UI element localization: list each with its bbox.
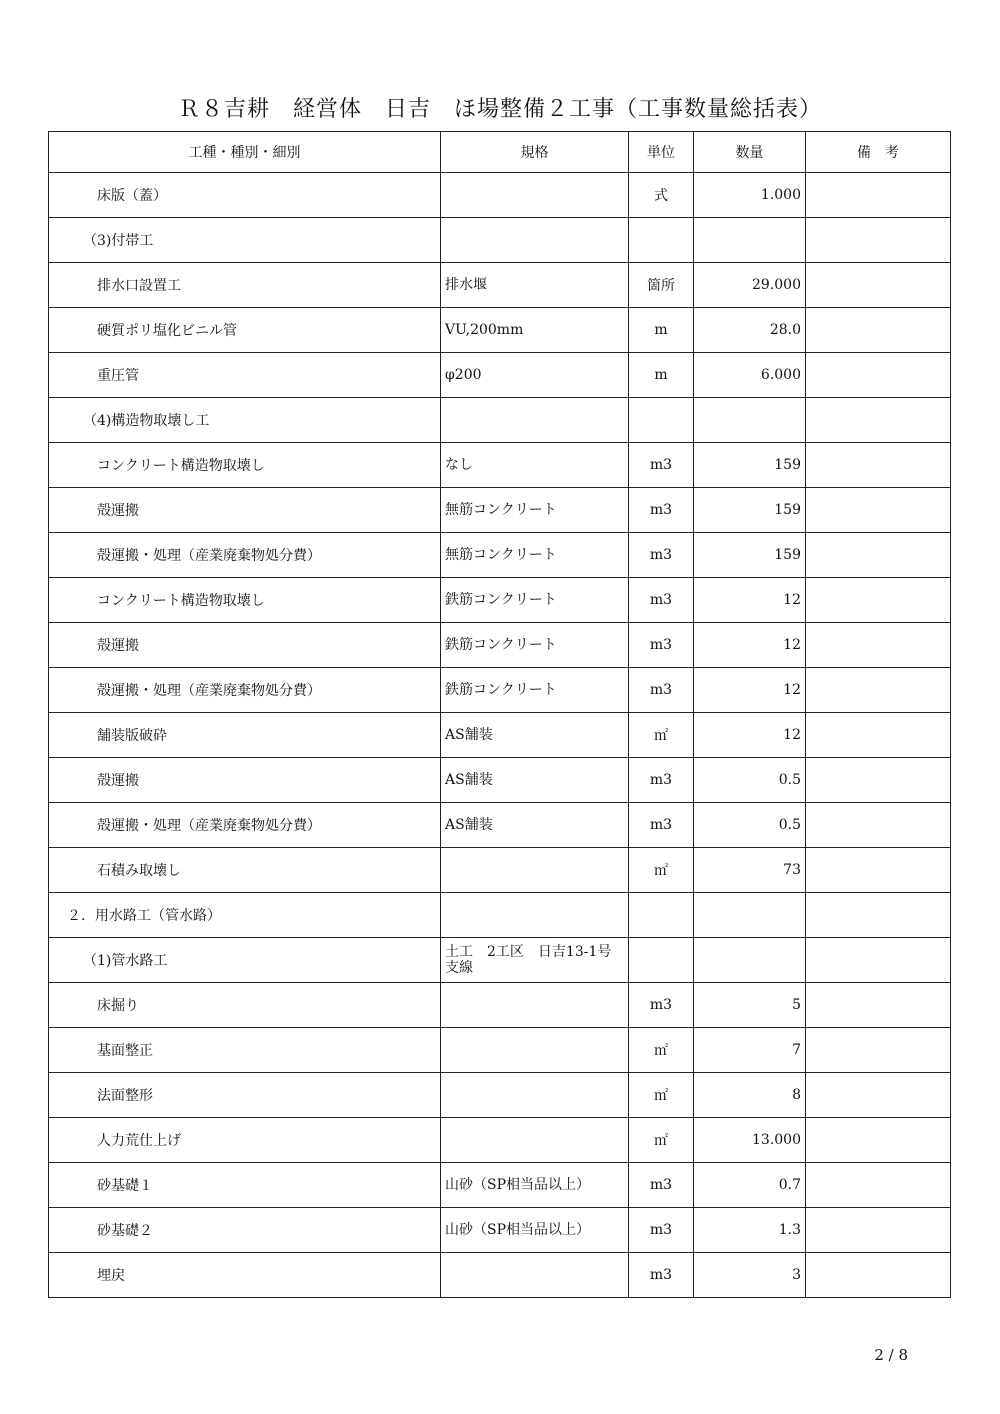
row-name: 人力荒仕上げ — [49, 1118, 441, 1163]
row-spec: 排水堰 — [441, 263, 629, 308]
table-row — [49, 1028, 951, 1073]
row-name: 基面整正 — [49, 1028, 441, 1073]
row-unit: m3 — [629, 488, 694, 533]
row-quantity: 5 — [694, 983, 806, 1028]
row-unit: ㎡ — [629, 1028, 694, 1073]
row-name: 硬質ポリ塩化ビニル管 — [49, 308, 441, 353]
row-quantity: 1.000 — [694, 173, 806, 218]
row-unit: m3 — [629, 758, 694, 803]
row-spec: 無筋コンクリート — [441, 533, 629, 578]
row-quantity: 13.000 — [694, 1118, 806, 1163]
row-unit: m3 — [629, 1163, 694, 1208]
row-quantity: 0.7 — [694, 1163, 806, 1208]
row-unit: m — [629, 353, 694, 398]
row-remarks — [806, 1253, 951, 1298]
row-spec — [441, 398, 629, 443]
row-quantity: 73 — [694, 848, 806, 893]
row-unit — [629, 893, 694, 938]
row-unit: m3 — [629, 533, 694, 578]
table-row — [49, 668, 951, 713]
row-quantity: 6.000 — [694, 353, 806, 398]
row-remarks — [806, 893, 951, 938]
table-row — [49, 803, 951, 848]
row-name: 殻運搬・処理（産業廃棄物処分費） — [49, 668, 441, 713]
table-row — [49, 263, 951, 308]
row-name: 殻運搬 — [49, 623, 441, 668]
header-quantity: 数量 — [694, 132, 806, 173]
row-quantity: 28.0 — [694, 308, 806, 353]
row-name: 砂基礎１ — [49, 1163, 441, 1208]
row-quantity: 1.3 — [694, 1208, 806, 1253]
table-row — [49, 1073, 951, 1118]
row-unit: ㎡ — [629, 848, 694, 893]
row-spec — [441, 1118, 629, 1163]
row-remarks — [806, 1028, 951, 1073]
row-remarks — [806, 668, 951, 713]
row-unit — [629, 398, 694, 443]
row-unit: m — [629, 308, 694, 353]
row-quantity: 7 — [694, 1028, 806, 1073]
row-name: コンクリート構造物取壊し — [49, 443, 441, 488]
row-name: 殻運搬 — [49, 488, 441, 533]
row-remarks — [806, 758, 951, 803]
row-unit: ㎡ — [629, 713, 694, 758]
header-work-type: 工種・種別・細別 — [49, 132, 441, 173]
row-name: 法面整形 — [49, 1073, 441, 1118]
row-unit — [629, 218, 694, 263]
row-remarks — [806, 1073, 951, 1118]
table-row — [49, 983, 951, 1028]
table-row — [49, 218, 951, 263]
row-unit: m3 — [629, 668, 694, 713]
table-row — [49, 173, 951, 218]
table-row — [49, 848, 951, 893]
table-row — [49, 1163, 951, 1208]
row-remarks — [806, 713, 951, 758]
row-unit: 式 — [629, 173, 694, 218]
row-quantity: 159 — [694, 443, 806, 488]
row-spec — [441, 1073, 629, 1118]
table-row — [49, 308, 951, 353]
row-quantity: 12 — [694, 713, 806, 758]
header-remarks: 備 考 — [806, 132, 951, 173]
row-quantity: 12 — [694, 623, 806, 668]
row-spec — [441, 893, 629, 938]
row-remarks — [806, 263, 951, 308]
row-name: 埋戻 — [49, 1253, 441, 1298]
row-name: 排水口設置工 — [49, 263, 441, 308]
row-spec: VU,200mm — [441, 308, 629, 353]
row-unit: m3 — [629, 578, 694, 623]
table-row — [49, 893, 951, 938]
row-quantity: 12 — [694, 668, 806, 713]
row-spec — [441, 848, 629, 893]
row-spec: 山砂（SP相当品以上） — [441, 1208, 629, 1253]
row-remarks — [806, 938, 951, 983]
row-quantity: 0.5 — [694, 803, 806, 848]
row-name: 殻運搬・処理（産業廃棄物処分費） — [49, 533, 441, 578]
table-row — [49, 1253, 951, 1298]
row-spec: なし — [441, 443, 629, 488]
row-remarks — [806, 1208, 951, 1253]
row-quantity — [694, 398, 806, 443]
document-title: Ｒ８吉耕 経営体 日吉 ほ場整備２工事（工事数量総括表） — [177, 97, 822, 122]
row-quantity — [694, 893, 806, 938]
row-unit: ㎡ — [629, 1073, 694, 1118]
row-spec — [441, 1028, 629, 1073]
row-name: 舗装版破砕 — [49, 713, 441, 758]
row-unit: m3 — [629, 803, 694, 848]
row-spec: 鉄筋コンクリート — [441, 623, 629, 668]
row-remarks — [806, 533, 951, 578]
table-row — [49, 938, 951, 983]
row-name: コンクリート構造物取壊し — [49, 578, 441, 623]
row-spec: 無筋コンクリート — [441, 488, 629, 533]
row-unit: ㎡ — [629, 1118, 694, 1163]
row-remarks — [806, 173, 951, 218]
row-unit: m3 — [629, 443, 694, 488]
table-row — [49, 623, 951, 668]
row-spec: 鉄筋コンクリート — [441, 578, 629, 623]
row-remarks — [806, 803, 951, 848]
row-name: （4)構造物取壊し工 — [49, 398, 441, 443]
row-spec — [441, 173, 629, 218]
table-row — [49, 758, 951, 803]
row-spec: 山砂（SP相当品以上） — [441, 1163, 629, 1208]
row-quantity: 8 — [694, 1073, 806, 1118]
row-quantity: 3 — [694, 1253, 806, 1298]
row-unit: m3 — [629, 983, 694, 1028]
row-unit: m3 — [629, 1253, 694, 1298]
row-remarks — [806, 1163, 951, 1208]
row-quantity: 159 — [694, 488, 806, 533]
table-row — [49, 443, 951, 488]
header-unit: 単位 — [629, 132, 694, 173]
row-remarks — [806, 353, 951, 398]
row-name: （3)付帯工 — [49, 218, 441, 263]
row-spec — [441, 1253, 629, 1298]
row-name: （1)管水路工 — [49, 938, 441, 983]
row-name: 砂基礎２ — [49, 1208, 441, 1253]
row-remarks — [806, 308, 951, 353]
row-spec — [441, 218, 629, 263]
row-remarks — [806, 488, 951, 533]
row-remarks — [806, 578, 951, 623]
row-quantity: 29.000 — [694, 263, 806, 308]
row-remarks — [806, 623, 951, 668]
table-row — [49, 488, 951, 533]
row-spec — [441, 983, 629, 1028]
row-unit: m3 — [629, 623, 694, 668]
row-spec: AS舗装 — [441, 803, 629, 848]
row-name: 殻運搬・処理（産業廃棄物処分費） — [49, 803, 441, 848]
row-remarks — [806, 848, 951, 893]
row-unit: 箇所 — [629, 263, 694, 308]
table-row — [49, 533, 951, 578]
row-spec: AS舗装 — [441, 713, 629, 758]
row-quantity — [694, 938, 806, 983]
row-unit — [629, 938, 694, 983]
row-name: 重圧管 — [49, 353, 441, 398]
row-quantity: 159 — [694, 533, 806, 578]
row-name: 石積み取壊し — [49, 848, 441, 893]
table-header-row — [49, 132, 951, 173]
table-row — [49, 353, 951, 398]
row-remarks — [806, 1118, 951, 1163]
table-row — [49, 1118, 951, 1163]
row-unit: m3 — [629, 1208, 694, 1253]
row-remarks — [806, 398, 951, 443]
row-spec: 鉄筋コンクリート — [441, 668, 629, 713]
row-name: 床掘り — [49, 983, 441, 1028]
row-spec: φ200 — [441, 353, 629, 398]
row-spec: 土工 2工区 日吉13-1号支線 — [441, 938, 629, 983]
row-name: ２．用水路工（管水路） — [49, 893, 441, 938]
header-spec: 規格 — [441, 132, 629, 173]
row-remarks — [806, 218, 951, 263]
row-remarks — [806, 983, 951, 1028]
table-row — [49, 578, 951, 623]
quantity-summary-table — [48, 131, 951, 1298]
row-quantity — [694, 218, 806, 263]
row-remarks — [806, 443, 951, 488]
row-quantity: 12 — [694, 578, 806, 623]
row-name: 床版（蓋） — [49, 173, 441, 218]
row-name: 殻運搬 — [49, 758, 441, 803]
table-row — [49, 713, 951, 758]
row-quantity: 0.5 — [694, 758, 806, 803]
table-row — [49, 398, 951, 443]
page-number: 2 / 8 — [874, 1346, 908, 1364]
row-spec: AS舗装 — [441, 758, 629, 803]
table-row — [49, 1208, 951, 1253]
